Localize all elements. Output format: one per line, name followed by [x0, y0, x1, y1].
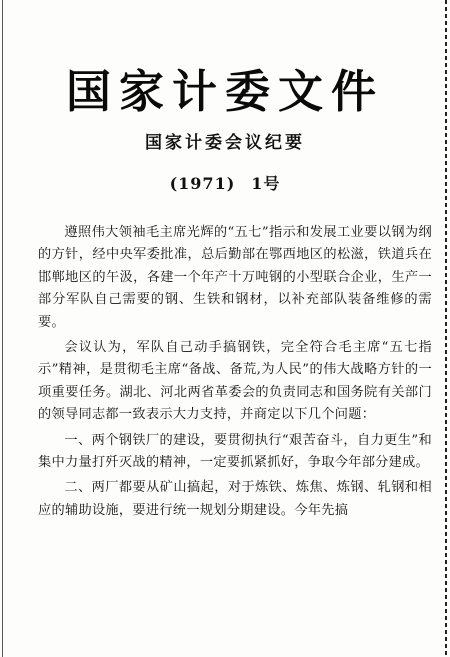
document-header-title: 国家计委文件	[65, 65, 384, 118]
document-subtitle: 国家计委会议纪要	[145, 133, 305, 153]
paragraph-2: 会议认为，军队自己动手搞钢铁，完全符合毛主席“五七指示”精神，是贯彻毛主席“备战、备荒,为人民”的伟大战略方针的一项重要任务。湖北、河北两省革委会的负责同志和国务院有关部门的领导同志都一致表示大力支持，并商定以下几个问题：	[38, 340, 432, 423]
paragraph-4: 二、两厂都要从矿山搞起，对于炼铁、炼焦、炼钢、轧钢和相应的辅助设施，要进行统一规划分期建设。今年先搞	[38, 480, 432, 518]
document-number	[0, 173, 450, 195]
document-body	[38, 222, 432, 525]
document-issue-number: 1号	[251, 174, 281, 193]
document-year: (1971)	[169, 174, 236, 193]
paragraph-1: 遵照伟大领袖毛主席光辉的“五七”指示和发展工业要以钢为纲的方针，经中央军委批准，总后勤部在鄂西地区的松滋，铁道兵在邯郸地区的午汲，各建一个年产十万吨钢的小型联合企业，生产一部分军队自己需要的钢、生铁和钢材，以补充部队装备维修的需要。	[38, 225, 432, 330]
paragraph-3: 一、两个钢铁厂的建设，要贯彻执行“艰苦奋斗，自力更生”和集中力量打歼灭战的精神，一定要抓紧抓好，争取今年部分建成。	[38, 432, 432, 471]
